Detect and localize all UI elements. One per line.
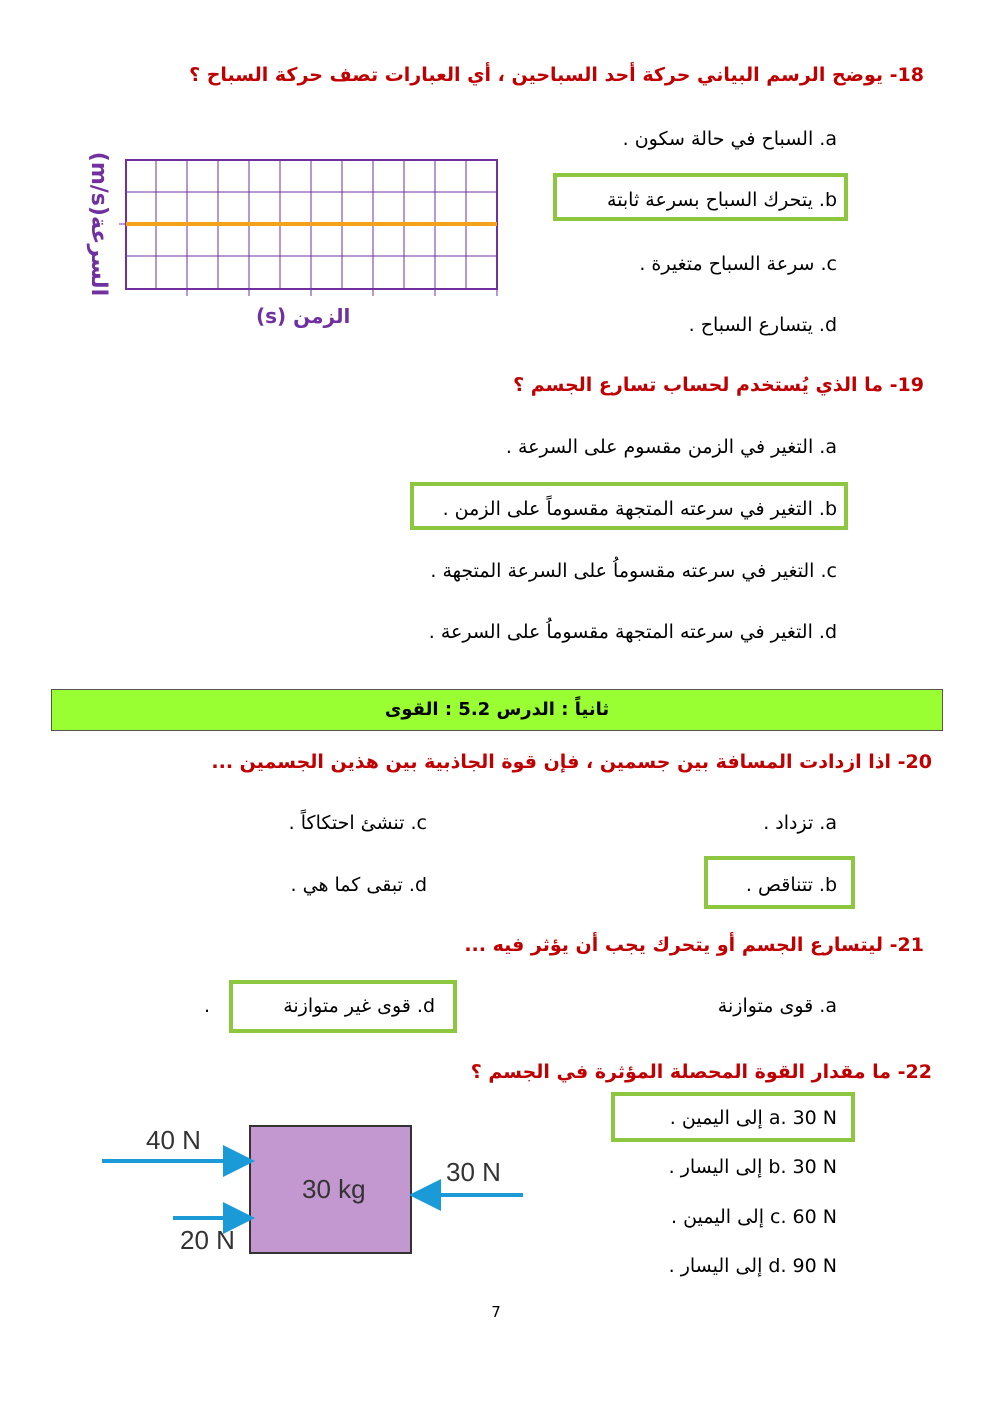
q19-option-a[interactable]: a. التغير في الزمن مقسوم على السرعة . [505, 436, 837, 458]
q22-option-c[interactable]: c. 60 N إلى اليمين . [670, 1206, 837, 1228]
speed-time-graph [110, 150, 510, 305]
force-label-20n: 20 N [180, 1225, 235, 1255]
q20-option-b[interactable]: b. تتناقص . [745, 874, 837, 896]
q19-question: 19- ما الذي يُستخدم لحساب تسارع الجسم ؟ [513, 374, 924, 396]
q22-option-d[interactable]: d. 90 N إلى اليسار . [668, 1255, 837, 1277]
q18-option-d[interactable]: d. يتسارع السباح . [688, 314, 837, 336]
q18-question: 18- يوضح الرسم البياني حركة أحد السباحين ، أي العبارات تصف حركة السباح ؟ [189, 64, 924, 86]
q20-option-d[interactable]: d. تبقى كما هي . [290, 874, 427, 896]
q19-option-d[interactable]: d. التغير في سرعته المتجهة مقسوماُ على السرعة . [428, 621, 837, 643]
page-number: 7 [491, 1303, 501, 1321]
graph-y-axis-label: السرعة(m/s) [86, 151, 111, 297]
q21-option-d[interactable]: d. قوى غير متوازنة [283, 995, 435, 1017]
q18-option-b[interactable]: b. يتحرك السباح بسرعة ثابتة [606, 189, 837, 211]
force-label-30n: 30 N [446, 1157, 501, 1187]
q20-option-c[interactable]: c. تنشئ احتكاكاً . [288, 812, 427, 834]
q22-question: 22- ما مقدار القوة المحصلة المؤثرة في الجسم ؟ [470, 1061, 932, 1083]
q21-question: 21- ليتسارع الجسم أو يتحرك يجب أن يؤثر فيه ... [464, 934, 924, 956]
q21-option-a[interactable]: a. قوى متوازنة [717, 995, 837, 1017]
mass-label: 30 kg [302, 1174, 366, 1204]
q20-option-a[interactable]: a. تزداد . [763, 812, 837, 834]
q22-option-b[interactable]: b. 30 N إلى اليسار . [668, 1156, 837, 1178]
q18-option-c[interactable]: c. سرعة السباح متغيرة . [639, 253, 837, 275]
q19-option-b[interactable]: b. التغير في سرعته المتجهة مقسوماً على الزمن . [442, 498, 837, 520]
q22-option-a[interactable]: a. 30 N إلى اليمين . [669, 1107, 837, 1129]
graph-x-axis-label: الزمن (s) [256, 304, 351, 328]
q21-option-d-trailing-dot: . [204, 995, 211, 1017]
q20-question: 20- اذا ازدادت المسافة بين جسمين ، فإن قوة الجاذبية بين هذين الجسمين ... [211, 751, 932, 773]
q18-option-a[interactable]: a. السباح في حالة سكون . [622, 128, 837, 150]
q19-option-c[interactable]: c. التغير في سرعته مقسوماُ على السرعة المتجهة . [430, 560, 837, 582]
section-banner: ثانياً : الدرس 5.2 : القوى [51, 689, 943, 731]
force-label-40n: 40 N [146, 1125, 201, 1155]
